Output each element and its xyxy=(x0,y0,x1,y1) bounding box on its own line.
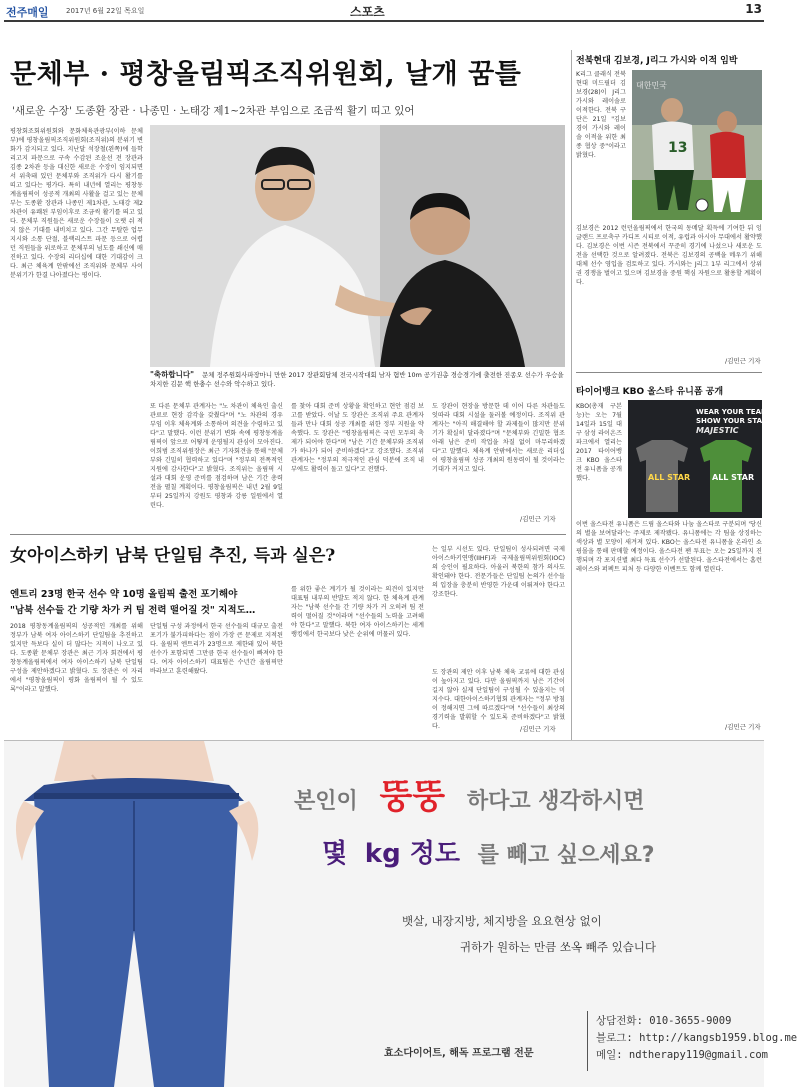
section-name: 스포츠 xyxy=(350,5,385,19)
hockey-headline: 女아이스하키 남북 단일팀 추진, 득과 실은? xyxy=(10,546,336,566)
main-article-col4: 도 장관이 현장을 방문한 데 이어 다른 차관들도 잇따라 대회 시설을 둘러볼 예정이다. 조직위 관계자는 "아직 해결해야 할 과제들이 많지만 분위기가 확실히 달라졌다"며 "문체부와 긴밀한 협조 아래 남은 준비 작업을 차질 없이 마무리하겠다"고 말했다. 체육계 안팎에서는 새로운 리더십이 평창올림픽 성공 개최의 원동력이 될 것이라는 기대가 커지고 있다. xyxy=(432,403,565,473)
sidebar-top-body: 김보경은 2012 런던올림픽에서 한국의 동메달 획득에 기여한 뒤 잉글랜드 프로축구 카디프 시티로 이적, 유럽과 아시아 무대에서 활약했다. 김보경은 이번 시즌 전북에서 꾸준히 경기에 나섰으나 새로운 도전을 선택한 것으로 알려졌다. 전북은 김보경의 공백을 메우기 위해 대체 선수 영입을 검토하고 있다. 가시와는 J리그 1부 리그에서 상위권 경쟁을 벌이고 있으며 김보경을 중원 핵심 자원으로 활용할 계획이다. xyxy=(576,225,762,286)
diet-model-illustration xyxy=(4,741,284,1087)
banner-line-2: SHOW YOUR STAR xyxy=(696,417,768,425)
hockey-col3: 를 위한 좋은 계기가 될 것이라는 의견이 있지만 대표팀 내부의 반발도 적지 않다. 한 체육계 관계자는 "남북 선수들 간 기량 차가 커 오히려 팀 전력이 떨어질 것"이라며 "선수들의 노력을 고려해야 한다"고 말했다. 북한 여자 아이스하키는 세계 랭킹에서 한국보다 낮은 순위에 머물러 있다. xyxy=(291,586,424,638)
jersey-number: 13 xyxy=(668,140,688,156)
banner-line-1: WEAR YOUR TEAM xyxy=(696,408,768,416)
ad-sub-2: 귀하가 원하는 만큼 쏘옥 빼주 있습니다 xyxy=(460,940,657,954)
ad-line1-post: 하다고 생각하시면 xyxy=(466,789,645,814)
ad-line1-highlight: 뚱뚱 xyxy=(379,777,446,817)
header-rule xyxy=(4,20,764,22)
banner-line-3: MAJESTIC xyxy=(696,426,739,435)
advertisement xyxy=(4,740,797,1087)
photo-banner-text: 대한민국 xyxy=(636,81,667,90)
caption-lead: "축하합니다" xyxy=(150,370,195,379)
hockey-subheadline-1: 엔트리 23명 한국 선수 약 10명 올림픽 출전 포기해야 xyxy=(10,589,238,600)
ad-headline-2 xyxy=(322,833,762,870)
ad-line2-pre: 몇 xyxy=(322,839,348,869)
hockey-subheadline-2: "남북 선수들 간 기량 차가 커 팀 전력 떨어질 것" 지적도… xyxy=(10,605,256,616)
page-number: 13 xyxy=(745,2,762,16)
handshake-photo-illustration xyxy=(150,125,565,367)
main-photo-caption xyxy=(150,370,565,398)
hockey-byline: /김민근 기자 xyxy=(520,725,556,733)
main-byline: /김민근 기자 xyxy=(520,515,556,523)
ad-line1-pre: 본인이 xyxy=(294,789,358,814)
paper-name: 전주매일 xyxy=(6,6,49,19)
sidebar-top-byline: /김민근 기자 xyxy=(725,357,761,365)
sidebar-top-photo xyxy=(632,70,762,220)
allstar-jersey-illustration xyxy=(628,400,768,518)
sidebar-bottom-side-text: KBO(총재 구본능)는 오는 7월 14일과 15일 대구 삼성 라이온즈파크에서 열리는 2017 타이어뱅크 KBO 올스타전 유니폼을 공개했다. xyxy=(576,403,622,482)
sidebar-top-title: 전북현대 김보경, J리그 가시와 이적 임박 xyxy=(576,56,738,66)
main-headline: 문체부 · 평창올림픽조직위원회, 날개 꿈틀 xyxy=(10,59,522,90)
main-article-col2: 또 다른 문체부 관계자는 "노 차관이 체육인 출신 관료로 현장 감각을 갖췄다"며 "노 차관의 경우 부임 이후 체육계와 소통하며 의견을 수렴하고 있다"고 말했다. 이런 분위기 변화 속에 평창동계올림픽이 앞으로 어떻게 운영될지 관심이 모아진다. 이희범 조직위원장은 최근 기자회견을 통해 "문체부와 긴밀히 협력하고 있다"며 "정부의 전폭적인 지원에 감사한다"고 밝혔다. 조직위는 올림픽 시설과 대회 운영 준비를 점검하며 남은 기간 총력전을 펼칠 계획이다. 평창올림픽은 내년 2월 9일부터 25일까지 강원도 평창과 강릉 일원에서 열린다. xyxy=(150,403,283,509)
sidebar-divider xyxy=(571,50,572,770)
issue-date: 2017년 6월 22일 목요일 xyxy=(66,7,145,15)
main-subheadline: '새로운 수장' 도종환 장관 · 나종민 · 노태강 제1~2차관 부임으로 조금씩 활기 띠고 있어 xyxy=(12,105,415,117)
hockey-col4: 는 일부 시선도 있다. 단일팀이 성사되려면 국제아이스하키연맹(IIHF)과 국제올림픽위원회(IOC)의 승인이 필요하다. 아울러 북한의 참가 의사도 확인돼야 한다. 전문가들은 단일팀 논의가 선수들의 입장을 충분히 반영한 가운데 이뤄져야 한다고 강조한다. xyxy=(432,546,565,598)
sidebar-bottom-byline: /김민근 기자 xyxy=(725,723,761,731)
main-article-col3: 를 찾아 대회 준비 상황을 확인하고 현안 점검 보고를 받았다. 이날 도 장관은 조직위 주요 관계자들과 만나 대회 성공 개최를 위한 정부 지원을 약속했다. 도 장관은 "평창올림픽은 국민 모두의 축제가 되어야 한다"며 "남은 기간 문체부와 조직위가 하나가 되어 준비하겠다"고 강조했다. 조직위 관계자는 "정부의 적극적인 관심 덕분에 조직 내부에도 활력이 돌고 있다"고 전했다. xyxy=(291,403,424,473)
ad-line2-highlight: kg 정도 xyxy=(364,839,460,869)
ad-sub-1: 뱃살, 내장지방, 체지방을 요요현상 없이 xyxy=(402,914,602,928)
sidebar-bottom-body: 이번 올스타전 유니폼은 드림 올스타와 나눔 올스타로 구분되며 '당신의 별을 보여달라'는 주제로 제작됐다. 유니폼에는 각 팀을 상징하는 색상과 별 모양이 새겨져 있다. KBO는 올스타전 유니폼을 온라인 쇼핑몰을 통해 판매할 예정이다. 올스타전 팬 투표는 오는 25일까지 진행되며 각 포지션별 최다 득표 선수가 선발된다. 올스타전에서는 홈런 레이스와 퍼펙트 피처 등 다양한 이벤트도 함께 열린다. xyxy=(576,521,762,573)
ad-contact-phone: 상담전화: 010-3655-9009 xyxy=(596,1015,732,1027)
ad-contact-divider xyxy=(587,1011,588,1071)
masthead xyxy=(6,0,762,22)
jersey-text-right: ALL STAR xyxy=(712,473,755,482)
hockey-col5: 도 장관의 제안 이후 남북 체육 교류에 대한 관심이 높아지고 있다. 다만 올림픽까지 남은 기간이 길지 않아 실제 단일팀이 구성될 수 있을지는 미지수다. 대한아이스하키협회 관계자는 "정부 방침이 정해지면 그에 따르겠다"며 "선수들이 최상의 경기력을 발휘할 수 있도록 준비하겠다"고 밝혔다. xyxy=(432,669,565,730)
ad-headline-1 xyxy=(294,769,764,818)
sidebar-top-side-text: K리그 클래식 전북 현대 미드필더 김보경(28)이 J리그 가시와 레이솔로 이적한다. 전북 구단은 21일 "김보경이 가시와 레이솔 이적을 위한 최종 협상 중"이라고 밝혔다. xyxy=(576,71,626,159)
jersey-text-left: ALL STAR xyxy=(648,473,691,482)
hockey-col2: 단일팀 구성 과정에서 한국 선수들의 대규모 출전 포기가 불가피하다는 점이 가장 큰 문제로 지적된다. 올림픽 엔트리가 23명으로 제한돼 있어 북한 선수가 포함되면 그만큼 한국 선수들이 빠져야 한다. 여자 아이스하키 대표팀은 수년간 올림픽만 바라보고 훈련해왔다. xyxy=(150,623,283,675)
ad-contact-blog: 블로그: http://kangsb1959.blog.me xyxy=(596,1032,797,1044)
ad-contact-email: 메일: ndtherapy119@gmail.com xyxy=(596,1049,769,1061)
ad-line2-post: 를 빼고 싶으세요? xyxy=(477,843,655,868)
sidebar-bottom-photo xyxy=(628,400,768,518)
sidebar-bottom-title: 타이어뱅크 KBO 올스타 유니폼 공개 xyxy=(576,387,724,397)
hockey-col1: 2018 평창동계올림픽의 성공적인 개최를 위해 정부가 남북 여자 아이스하키 단일팀을 추진하고 있지만 득보다 실이 더 많다는 지적이 나오고 있다. 도종환 문체부 장관은 최근 기자 회견에서 평창동계올림픽에서 여자 아이스하키 남북 단일팀 구성을 제안하겠다고 밝혔다. 도 장관은 이 자리에서 "평창올림픽이 평화 올림픽이 될 수 있도록"이라고 말했다. xyxy=(10,623,143,693)
ad-brand: 효소다이어트, 해독 프로그램 전문 xyxy=(384,1048,534,1059)
main-photo xyxy=(150,125,565,367)
sidebar-divider-mid xyxy=(576,372,762,373)
main-article-col1: 평창회조회위원회와 문화체육관광부(이하 문체부)에 평창올림픽조직위원회(조직위)의 분위기 변화가 감지되고 있다. 지난달 석장철(왼쪽)에 들학리고지 파문으로 구속 수감된 조윤선 전 장관과 김종 2차관 등을 대신한 새로운 수장이 임지되면서 위축돼 있던 문체부와 조직위가 다시 활기를 띠고 있다는 평가다. 특히 내년에 열리는 평창동계올림픽이 성공적 개최의 사활을 걸고 있는 문체부는 도종환 장관과 나종민 제1차관, 노태강 제2차관이 유쾌된 부임이후로 조금씩 활기를 띄고 있다. 문체부 직원들은 새로운 수장들이 오랫 쉬 적지 않은 기대를 내비치고 있다. 그간 무탈한 업무 지시와 소통 단절, 블랙리스트 파문 등으로 어렵던 직원들을 위로하고 문체부의 넘도를 쇄신에 매진하고 있다. 수장의 리더십에 대한 기대감이 크다. 최근 체육계 안팎에선 조직위와 문체부 사이 분위기가 한결 나아졌다는 평이다. xyxy=(10,128,143,279)
section-divider xyxy=(10,534,566,535)
caption-text: 문체 정주원회사파장마니 만한 2017 장관회담체 전국시작대회 남자 혐반 10m 공기권총 경승경기에 출전한 진종오 선수가 우승을 차지한 김문 핵 한충수 선수와 악수하고 있다. xyxy=(150,371,564,388)
soccer-player-illustration xyxy=(632,70,762,220)
